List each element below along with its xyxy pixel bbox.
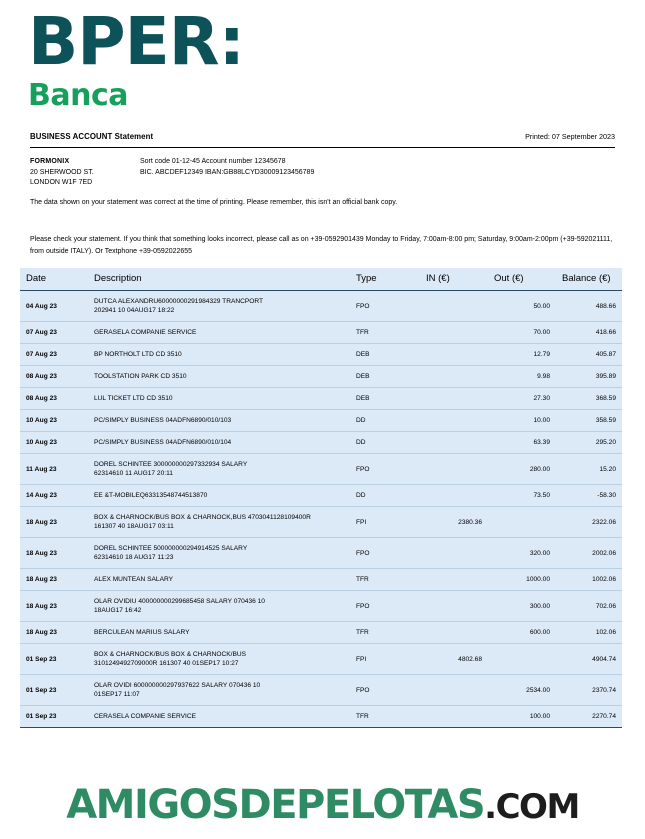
cell-in bbox=[420, 410, 488, 432]
customer-address-line1: 20 SHERWOOD ST. bbox=[30, 168, 94, 176]
cell-balance: 702.06 bbox=[556, 591, 622, 622]
description-line-1: GERASELA COMPANIE SERVICE bbox=[94, 329, 197, 336]
description-line-1: CERASELA COMPANIE SERVICE bbox=[94, 713, 196, 720]
cell-type: DEB bbox=[350, 388, 420, 410]
cell-out: 280.00 bbox=[488, 454, 556, 485]
cell-date: 10 Aug 23 bbox=[20, 410, 88, 432]
cell-type: FPO bbox=[350, 291, 420, 322]
table-row bbox=[20, 344, 622, 366]
cell-balance: 102.06 bbox=[556, 622, 622, 644]
cell-balance: 368.59 bbox=[556, 388, 622, 410]
cell-balance: 418.66 bbox=[556, 322, 622, 344]
table-row bbox=[20, 410, 622, 432]
cell-out: 1000.00 bbox=[488, 569, 556, 591]
cell-balance: 2270.74 bbox=[556, 706, 622, 728]
cell-type: FPO bbox=[350, 591, 420, 622]
description-line-2: 62314610 18 AUG17 11:23 bbox=[94, 554, 174, 561]
cell-date: 04 Aug 23 bbox=[20, 291, 88, 322]
column-header-balance: Balance (€) bbox=[556, 268, 622, 291]
cell-in bbox=[420, 454, 488, 485]
table-row bbox=[20, 485, 622, 507]
cell-balance: 2370.74 bbox=[556, 675, 622, 706]
cell-in bbox=[420, 706, 488, 728]
description-line-1: EE &T-MOBILEQ63313548744513870 bbox=[94, 492, 208, 499]
cell-date: 01 Sep 23 bbox=[20, 675, 88, 706]
account-details bbox=[140, 157, 314, 178]
cell-type: FPO bbox=[350, 538, 420, 569]
cell-description bbox=[88, 706, 350, 728]
table-row bbox=[20, 432, 622, 454]
description-line-1: DOREL SCHINTEE 500000000294914525 SALARY bbox=[94, 545, 248, 552]
cell-description bbox=[88, 454, 350, 485]
cell-description bbox=[88, 410, 350, 432]
cell-date: 07 Aug 23 bbox=[20, 322, 88, 344]
description-line-1: DUTCA ALEXANDRU60000000291984329 TRANCPORT bbox=[94, 298, 264, 305]
cell-out bbox=[488, 507, 556, 538]
cell-balance: 405.87 bbox=[556, 344, 622, 366]
cell-type: DD bbox=[350, 432, 420, 454]
cell-date: 18 Aug 23 bbox=[20, 569, 88, 591]
cell-out: 600.00 bbox=[488, 622, 556, 644]
cell-in bbox=[420, 675, 488, 706]
description-line-1: LUL TICKET LTD CD 3510 bbox=[94, 395, 173, 402]
cell-type: TFR bbox=[350, 322, 420, 344]
cell-type: TFR bbox=[350, 622, 420, 644]
cell-date: 18 Aug 23 bbox=[20, 507, 88, 538]
accuracy-notice: The data shown on your statement was correct at the time of printing. Please remember, this isn't an official bank copy. bbox=[30, 199, 398, 206]
cell-balance: 1002.06 bbox=[556, 569, 622, 591]
table-row bbox=[20, 538, 622, 569]
cell-date: 18 Aug 23 bbox=[20, 622, 88, 644]
contact-notice: Please check your statement. If you think that something looks incorrect, please call as on +39-0592901439 Monday to Friday, 7:00am-8:00 pm; Saturday, 9:00am-2:00pm (+39-592021111, from outside ITALY). Or Textphone +39-0592022655 bbox=[30, 236, 613, 255]
description-line-1: ALEX MUNTEAN SALARY bbox=[94, 576, 174, 583]
cell-out: 320.00 bbox=[488, 538, 556, 569]
table-row bbox=[20, 291, 622, 322]
cell-in bbox=[420, 366, 488, 388]
cell-in bbox=[420, 322, 488, 344]
description-line-2: 18AUG17 16:42 bbox=[94, 607, 142, 614]
description-line-1: BOX & CHARNOCK/BUS BOX & CHARNOCK,BUS 4703041128109400R bbox=[94, 514, 311, 521]
description-line-1: BP NORTHOLT LTD CD 3510 bbox=[94, 351, 182, 358]
cell-out: 63.39 bbox=[488, 432, 556, 454]
cell-type: TFR bbox=[350, 569, 420, 591]
cell-balance: 2322.06 bbox=[556, 507, 622, 538]
cell-date: 10 Aug 23 bbox=[20, 432, 88, 454]
cell-in bbox=[420, 344, 488, 366]
transactions-table-container bbox=[20, 268, 622, 728]
description-line-1: BERCULEAN MARIUS SALARY bbox=[94, 629, 190, 636]
description-line-2: 01SEP17 11:07 bbox=[94, 691, 140, 698]
cell-date: 18 Aug 23 bbox=[20, 591, 88, 622]
description-line-1: TOOLSTATION PARK CD 3510 bbox=[94, 373, 187, 380]
column-header-date: Date bbox=[20, 268, 88, 291]
cell-description bbox=[88, 569, 350, 591]
cell-date: 01 Sep 23 bbox=[20, 706, 88, 728]
table-row bbox=[20, 388, 622, 410]
cell-description bbox=[88, 507, 350, 538]
logo-wordmark: BPER: bbox=[28, 3, 244, 80]
cell-description bbox=[88, 644, 350, 675]
description-line-1: OLAR OVIDIU 400000000299685458 SALARY 070436 10 bbox=[94, 598, 265, 605]
cell-date: 14 Aug 23 bbox=[20, 485, 88, 507]
cell-out bbox=[488, 644, 556, 675]
cell-description bbox=[88, 366, 350, 388]
table-header-row bbox=[20, 268, 622, 291]
cell-description bbox=[88, 432, 350, 454]
description-line-2: 62314610 11 AUG17 20:11 bbox=[94, 470, 173, 477]
bic-iban: BIC. ABCDEF12349 IBAN:GB88LCYD30009123456789 bbox=[140, 168, 315, 176]
cell-description bbox=[88, 388, 350, 410]
cell-out: 73.50 bbox=[488, 485, 556, 507]
description-line-1: PC/SIMPLY BUSINESS 04ADFN6890/010/104 bbox=[94, 439, 232, 446]
cell-in bbox=[420, 291, 488, 322]
cell-balance: 358.59 bbox=[556, 410, 622, 432]
sort-code-account-number: Sort code 01-12-45 Account number 12345678 bbox=[140, 158, 286, 165]
cell-type: DD bbox=[350, 410, 420, 432]
cell-in bbox=[420, 591, 488, 622]
customer-name: FORMONIX bbox=[30, 158, 70, 165]
cell-type: TFR bbox=[350, 706, 420, 728]
table-row bbox=[20, 507, 622, 538]
logo-subtitle: Banca bbox=[28, 78, 128, 113]
description-line-1: OLAR OVIDI 600000000297937622 SALARY 070436 10 bbox=[94, 682, 261, 689]
cell-date: 18 Aug 23 bbox=[20, 538, 88, 569]
cell-out: 10.00 bbox=[488, 410, 556, 432]
cell-type: FPI bbox=[350, 644, 420, 675]
cell-out: 70.00 bbox=[488, 322, 556, 344]
cell-out: 12.79 bbox=[488, 344, 556, 366]
table-row bbox=[20, 706, 622, 728]
cell-balance: 15.20 bbox=[556, 454, 622, 485]
cell-balance: 295.20 bbox=[556, 432, 622, 454]
customer-address-line2: LONDON W1F 7ED bbox=[30, 179, 93, 186]
column-header-out: Out (€) bbox=[488, 268, 556, 291]
cell-in bbox=[420, 432, 488, 454]
description-line-1: PC/SIMPLY BUSINESS 04ADFN6890/010/103 bbox=[94, 417, 232, 424]
cell-description bbox=[88, 622, 350, 644]
cell-date: 07 Aug 23 bbox=[20, 344, 88, 366]
watermark bbox=[0, 783, 645, 829]
transactions-body bbox=[20, 291, 622, 728]
cell-type: FPO bbox=[350, 454, 420, 485]
cell-out: 27.30 bbox=[488, 388, 556, 410]
description-line-2: 202941 10 04AUG17 18:22 bbox=[94, 307, 175, 314]
bper-logo bbox=[28, 3, 244, 113]
cell-out: 2534.00 bbox=[488, 675, 556, 706]
cell-balance: 4904.74 bbox=[556, 644, 622, 675]
cell-description bbox=[88, 538, 350, 569]
cell-description bbox=[88, 322, 350, 344]
table-row bbox=[20, 591, 622, 622]
table-row bbox=[20, 622, 622, 644]
watermark-tld: .COM bbox=[484, 787, 579, 827]
header-divider bbox=[30, 147, 615, 148]
cell-in bbox=[420, 485, 488, 507]
table-row bbox=[20, 675, 622, 706]
description-line-1: DOREL SCHINTEE 300000000297332934 SALARY bbox=[94, 461, 248, 468]
cell-description bbox=[88, 675, 350, 706]
description-line-2: 161307 40 18AUG17 03:11 bbox=[94, 523, 174, 530]
cell-out: 300.00 bbox=[488, 591, 556, 622]
cell-in bbox=[420, 538, 488, 569]
cell-balance: 395.89 bbox=[556, 366, 622, 388]
cell-balance: 488.66 bbox=[556, 291, 622, 322]
description-line-1: BOX & CHARNOCK/BUS BOX & CHARNOCK/BUS bbox=[94, 651, 247, 658]
cell-date: 01 Sep 23 bbox=[20, 644, 88, 675]
column-header-type: Type bbox=[350, 268, 420, 291]
column-header-in: IN (€) bbox=[420, 268, 488, 291]
cell-in: 4802.68 bbox=[420, 644, 488, 675]
transactions-table bbox=[20, 268, 622, 728]
cell-type: DEB bbox=[350, 366, 420, 388]
table-row bbox=[20, 569, 622, 591]
cell-in bbox=[420, 622, 488, 644]
cell-type: FPI bbox=[350, 507, 420, 538]
cell-description bbox=[88, 291, 350, 322]
printed-date: Printed: 07 September 2023 bbox=[525, 132, 615, 141]
cell-balance: 2002.06 bbox=[556, 538, 622, 569]
cell-in bbox=[420, 388, 488, 410]
table-row bbox=[20, 366, 622, 388]
customer-address bbox=[30, 157, 94, 189]
cell-description bbox=[88, 344, 350, 366]
cell-out: 100.00 bbox=[488, 706, 556, 728]
cell-date: 08 Aug 23 bbox=[20, 366, 88, 388]
description-line-2: 3101249492709000R 161307 40 01SEP17 10:27 bbox=[94, 660, 239, 667]
page-title: BUSINESS ACCOUNT Statement bbox=[30, 132, 154, 141]
cell-in: 2380.36 bbox=[420, 507, 488, 538]
cell-description bbox=[88, 485, 350, 507]
table-row bbox=[20, 322, 622, 344]
cell-out: 50.00 bbox=[488, 291, 556, 322]
column-header-description: Description bbox=[88, 268, 350, 291]
table-row bbox=[20, 454, 622, 485]
watermark-main: AMIGOSDEPELOTAS bbox=[66, 782, 485, 828]
cell-date: 11 Aug 23 bbox=[20, 454, 88, 485]
table-row bbox=[20, 644, 622, 675]
cell-in bbox=[420, 569, 488, 591]
cell-balance: -58.30 bbox=[556, 485, 622, 507]
cell-out: 9.98 bbox=[488, 366, 556, 388]
cell-type: DD bbox=[350, 485, 420, 507]
cell-date: 08 Aug 23 bbox=[20, 388, 88, 410]
statement-title-row bbox=[30, 132, 615, 141]
cell-type: FPO bbox=[350, 675, 420, 706]
cell-description bbox=[88, 591, 350, 622]
cell-type: DEB bbox=[350, 344, 420, 366]
